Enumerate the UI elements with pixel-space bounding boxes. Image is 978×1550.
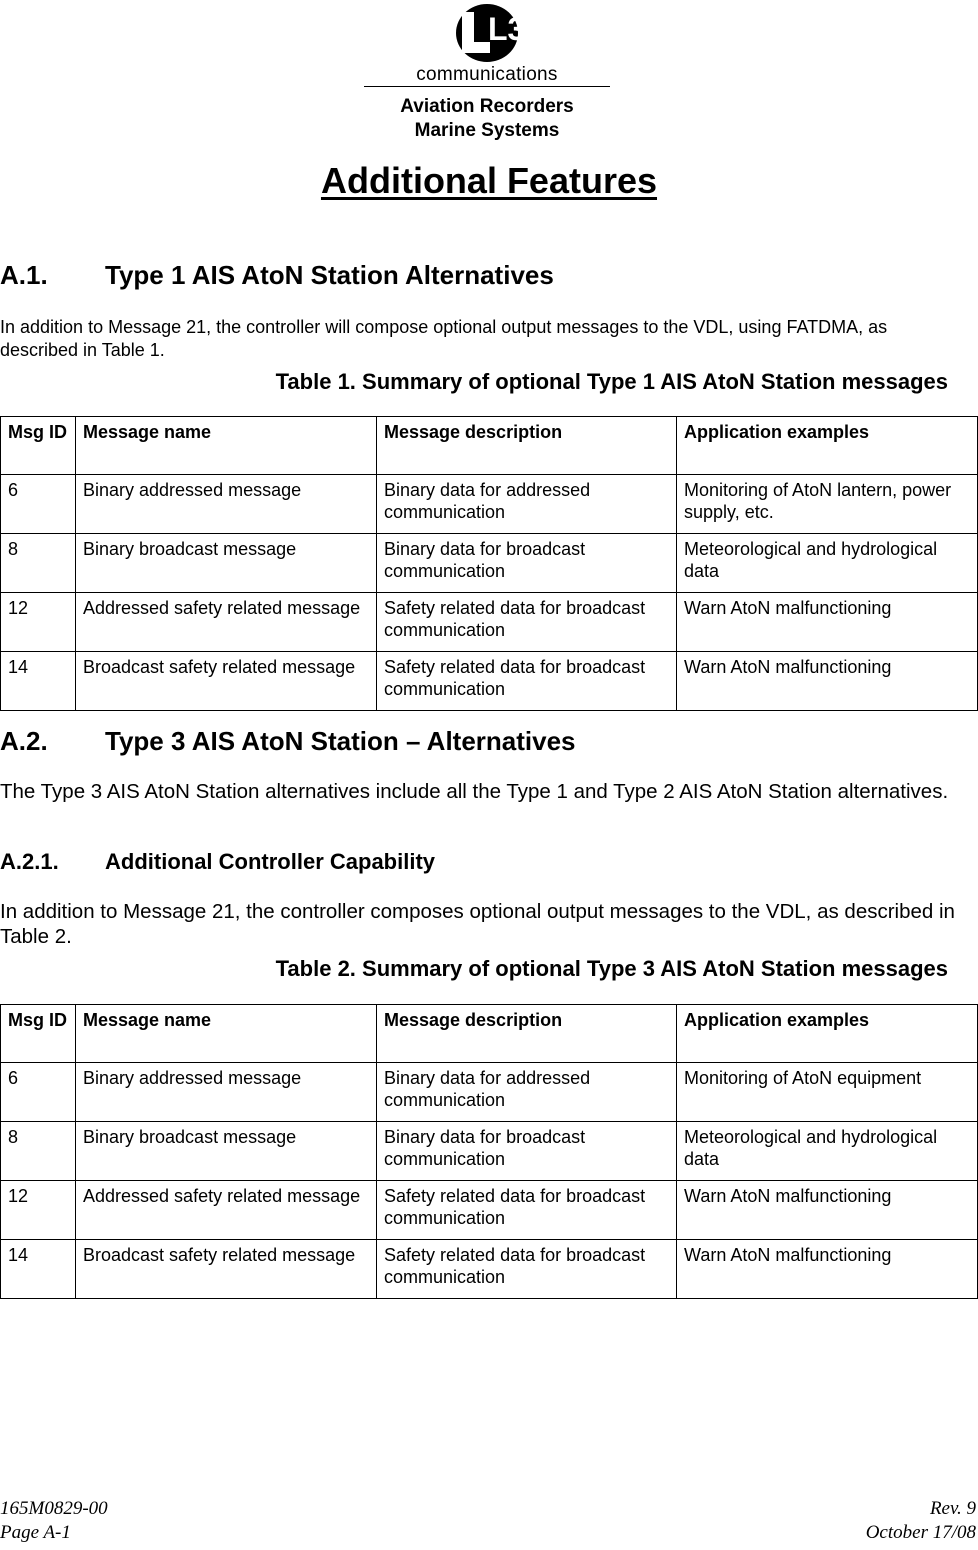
- cell-message-name: Binary addressed message: [76, 1063, 377, 1122]
- cell-application-examples: Monitoring of AtoN equipment: [677, 1063, 978, 1122]
- cell-message-description: Safety related data for broadcast communication: [377, 593, 677, 652]
- footer-left: [0, 1497, 108, 1545]
- cell-message-name: Binary broadcast message: [76, 1122, 377, 1181]
- col-header-application-examples: Application examples: [677, 417, 978, 475]
- company-logo: [362, 2, 612, 146]
- table2: [0, 1004, 978, 1299]
- cell-message-name: Broadcast safety related message: [76, 652, 377, 711]
- cell-application-examples: Monitoring of AtoN lantern, power supply, etc.: [677, 475, 978, 534]
- col-header-message-description: Message description: [377, 1005, 677, 1063]
- page-title: [0, 160, 978, 202]
- cell-message-description: Safety related data for broadcast communication: [377, 1181, 677, 1240]
- section-a1-body: In addition to Message 21, the controller will compose optional output messages to the VDL, using FATDMA, as described in Table 1.: [0, 317, 888, 360]
- col-header-application-examples: Application examples: [677, 1005, 978, 1063]
- table-row: [1, 1122, 978, 1181]
- section-a2-body: The Type 3 AIS AtoN Station alternatives include all the Type 1 and Type 2 AIS AtoN Station alternatives.: [0, 780, 949, 803]
- col-header-msg-id: Msg ID: [1, 417, 76, 475]
- division-aviation: Aviation Recorders: [400, 96, 574, 117]
- cell-message-description: Safety related data for broadcast communication: [377, 652, 677, 711]
- col-header-message-name: Message name: [76, 417, 377, 475]
- cell-message-name: Binary addressed message: [76, 475, 377, 534]
- cell-application-examples: Warn AtoN malfunctioning: [677, 593, 978, 652]
- cell-msg-id: 12: [1, 593, 76, 652]
- table-row: [1, 1181, 978, 1240]
- section-heading-a2: [0, 726, 978, 758]
- cell-msg-id: 8: [1, 534, 76, 593]
- table-header-row: [1, 417, 978, 475]
- footer-date: October 17/08: [865, 1521, 976, 1543]
- table1-caption: Table 1. Summary of optional Type 1 AIS AtoN Station messages: [275, 369, 948, 394]
- section-title: Additional Controller Capability: [105, 849, 436, 874]
- footer-revision: Rev. 9: [929, 1498, 976, 1519]
- table-row: [1, 593, 978, 652]
- table-row: [1, 475, 978, 534]
- section-a21-body: In addition to Message 21, the controller composes optional output messages to the VDL, as described in Table 2.: [0, 900, 955, 948]
- section-number: A.2.: [0, 726, 48, 756]
- section-title: Type 3 AIS AtoN Station – Alternatives: [105, 726, 576, 756]
- table2-caption: Table 2. Summary of optional Type 3 AIS AtoN Station messages: [275, 956, 948, 981]
- cell-message-description: Binary data for broadcast communication: [377, 1122, 677, 1181]
- cell-application-examples: Warn AtoN malfunctioning: [677, 1181, 978, 1240]
- col-header-message-description: Message description: [377, 417, 677, 475]
- footer-doc-number: 165M0829‑00: [0, 1498, 108, 1519]
- table1: [0, 416, 978, 711]
- col-header-message-name: Message name: [76, 1005, 377, 1063]
- cell-message-name: Broadcast safety related message: [76, 1240, 377, 1299]
- cell-msg-id: 12: [1, 1181, 76, 1240]
- cell-application-examples: Warn AtoN malfunctioning: [677, 1240, 978, 1299]
- footer-page-number: Page A‑1: [0, 1521, 71, 1543]
- cell-message-name: Addressed safety related message: [76, 593, 377, 652]
- page-title-text: Additional Features: [320, 160, 658, 201]
- col-header-msg-id: Msg ID: [1, 1005, 76, 1063]
- section-title: Type 1 AIS AtoN Station Alternatives: [105, 260, 554, 290]
- section-heading-a1: [0, 260, 978, 292]
- cell-msg-id: 8: [1, 1122, 76, 1181]
- cell-message-description: Binary data for broadcast communication: [377, 534, 677, 593]
- cell-msg-id: 6: [1, 1063, 76, 1122]
- cell-message-description: Safety related data for broadcast communication: [377, 1240, 677, 1299]
- l3-logo-icon: [454, 2, 526, 64]
- cell-application-examples: Warn AtoN malfunctioning: [677, 652, 978, 711]
- logo-divider: [364, 86, 610, 87]
- division-marine: Marine Systems: [414, 120, 560, 141]
- section-heading-a21: [0, 849, 978, 877]
- cell-message-description: Binary data for addressed communication: [377, 1063, 677, 1122]
- cell-msg-id: 14: [1, 1240, 76, 1299]
- logo-mark: L3: [488, 11, 526, 47]
- cell-message-name: Binary broadcast message: [76, 534, 377, 593]
- cell-application-examples: Meteorological and hydrological data: [677, 1122, 978, 1181]
- section-number: A.2.1.: [0, 849, 59, 874]
- logo-wordmark: communications: [416, 64, 558, 85]
- table-row: [1, 534, 978, 593]
- table-header-row: [1, 1005, 978, 1063]
- table-row: [1, 652, 978, 711]
- footer-right: [866, 1497, 976, 1545]
- table-row: [1, 1240, 978, 1299]
- cell-message-name: Addressed safety related message: [76, 1181, 377, 1240]
- section-number: A.1.: [0, 260, 48, 290]
- table-row: [1, 1063, 978, 1122]
- cell-message-description: Binary data for addressed communication: [377, 475, 677, 534]
- cell-msg-id: 6: [1, 475, 76, 534]
- cell-application-examples: Meteorological and hydrological data: [677, 534, 978, 593]
- cell-msg-id: 14: [1, 652, 76, 711]
